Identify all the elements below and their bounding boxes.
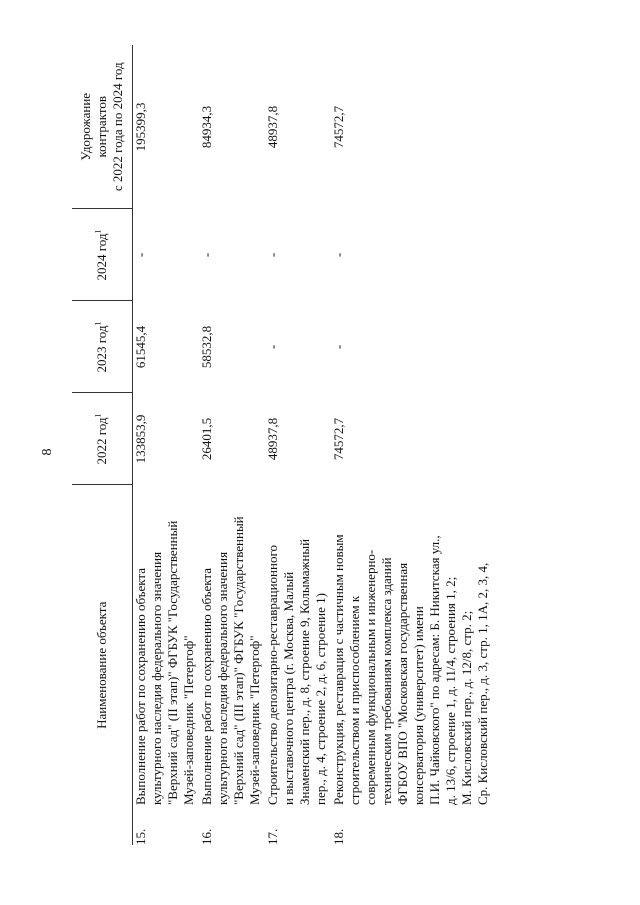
object-name-line: "Верхний сад" (III этап)" ФГБУК "Государственный — [231, 516, 246, 805]
table-row — [331, 45, 491, 845]
value-2024: - — [199, 252, 214, 258]
value-cost-increase: 48937,8 — [265, 105, 280, 149]
object-name-line: пер., д. 4, строение 2, д. 6, строение 1) — [313, 593, 328, 805]
object-name-line: Строительство депозитарно-реставрационного — [265, 545, 280, 805]
value-2023: - — [331, 344, 346, 350]
row-number: 15. — [133, 828, 148, 845]
row-number: 16. — [199, 828, 214, 845]
object-name-line: современным функциональным и инженерно- — [363, 549, 378, 805]
object-name-line: "Верхний сад" (II этап)" ФГБУК "Государственный — [165, 520, 180, 805]
value-2023: - — [265, 344, 280, 350]
object-name — [133, 485, 200, 805]
object-name-line: Выполнение работ по сохранению объекта — [133, 567, 148, 805]
header-cost-increase: Удорожание контрактов с 2022 года по 2024 год — [72, 45, 133, 209]
object-name-line: Знаменский пер., д. 8, строение 9, Колымажный — [297, 538, 312, 805]
value-2024: - — [265, 252, 280, 258]
object-name-line: Музей-заповедник "Петергоф" — [181, 635, 196, 805]
header-2024: 2024 год$^1$ — [72, 209, 133, 301]
object-name-line: культурного наследия федерального значения — [149, 551, 164, 805]
object-name-line: культурного наследия федерального значения — [215, 551, 230, 805]
value-2022: 133853,9 — [133, 414, 148, 464]
header-2022: 2022 год$^1$ — [72, 393, 133, 485]
value-2022: 48937,8 — [265, 417, 280, 461]
header-2023: 2023 год$^1$ — [72, 301, 133, 393]
object-name-line: Выполнение работ по сохранению объекта — [199, 567, 214, 805]
object-name-line: техническим требованиям комплекса зданий — [379, 557, 394, 805]
object-name-line: строительством и приспособлением к — [347, 595, 362, 805]
table-row — [199, 45, 265, 845]
value-cost-increase: 84934,3 — [199, 105, 214, 149]
value-2023: 58532,8 — [199, 325, 214, 369]
object-name-line: П.И. Чайковского" по адресам: Б. Никитская ул., — [427, 535, 442, 805]
object-name-line: М. Кисловский пер., д. 12/8, стр. 2; — [459, 610, 474, 805]
value-2022: 26401,5 — [199, 417, 214, 461]
value-2022: 74572,7 — [331, 417, 346, 461]
table-row — [265, 45, 331, 845]
value-2024: - — [331, 252, 346, 258]
table-header-row — [72, 45, 133, 845]
object-name-line: Реконструкция, реставрация с частичным новым — [331, 534, 346, 805]
header-object-name: Наименование объекта — [72, 485, 133, 845]
value-2024: - — [133, 252, 148, 258]
object-name-line: ФГБОУ ВПО "Московская государственная — [395, 562, 410, 805]
row-number: 17. — [265, 828, 280, 845]
object-name — [331, 485, 491, 805]
object-name-line: и выставочного центра (г. Москва, Малый — [281, 571, 296, 805]
page-number: 8 — [40, 448, 55, 456]
row-number: 18. — [331, 828, 346, 845]
value-cost-increase: 74572,7 — [331, 105, 346, 149]
object-name-line: Ср. Кисловский пер., д. 3, стр. 1, 1А, 2, 3, 4, — [475, 562, 490, 805]
object-name-line: д. 13/6, строение 1, д. 11/4, строения 1, 2; — [443, 576, 458, 805]
value-2023: 61545,4 — [133, 325, 148, 369]
object-name-line: Музей-заповедник "Петергоф" — [247, 635, 262, 805]
object-name — [265, 485, 331, 805]
value-cost-increase: 195399,3 — [133, 102, 148, 152]
contracts-table — [72, 45, 491, 845]
object-name-line: консерватория (университет) имени — [411, 606, 426, 805]
table-row — [133, 45, 200, 845]
object-name — [199, 485, 265, 805]
